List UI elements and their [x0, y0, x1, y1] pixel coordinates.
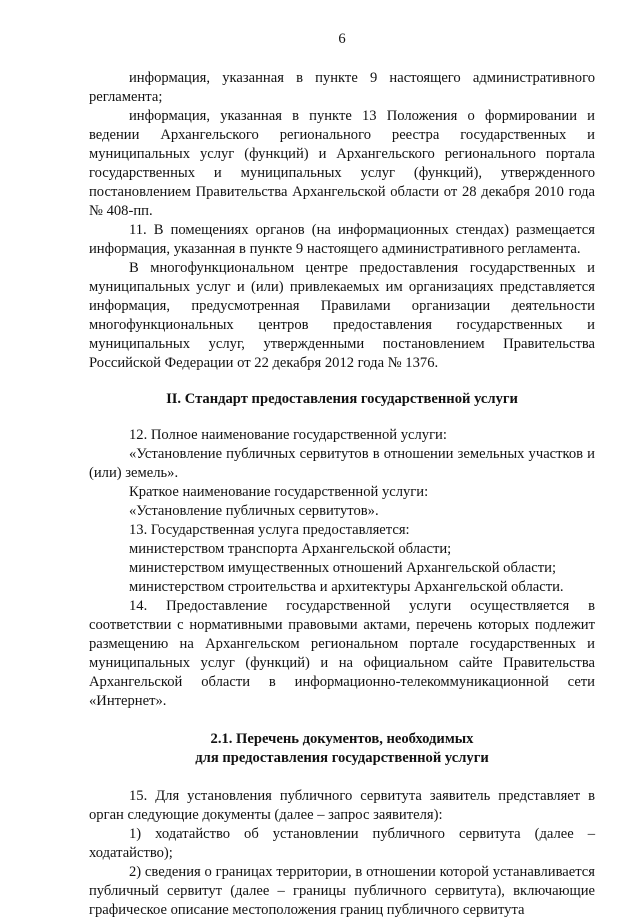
- paragraph-14: 14. Предоставление государственной услуги осуществляется в соответствии с нормативными правовыми актами, перечень которых подлежит размещению на Архангельском региональном портале государственных и муниципальных услуг (функций) и на официальном сайте Правительства Архангельской области в информационно-телекоммуникационной сети «Интернет».: [89, 598, 595, 709]
- paragraph-ministry-construction: министерством строительства и архитектуры Архангельской области.: [129, 579, 564, 595]
- paragraph-info-item-9: информация, указанная в пункте 9 настоящего административного регламента;: [89, 70, 595, 105]
- paragraph-15-item-1: 1) ходатайство об установлении публичного сервитута (далее – ходатайство);: [89, 826, 595, 861]
- spacer: [89, 768, 595, 787]
- paragraph-ministry-property: министерством имущественных отношений Архангельской области;: [129, 560, 557, 576]
- section-heading-standard: II. Стандарт предоставления государственной услуги: [166, 391, 518, 407]
- paragraph-15-item-2: 2) сведения о границах территории, в отношении которой устанавливается публичный сервитут (далее – границы публичного сервитута), включающие графическое описание местоположения границ публичного сервитута: [89, 864, 595, 918]
- spacer: [89, 409, 595, 426]
- paragraph-13: 13. Государственная услуга предоставляется:: [129, 522, 410, 538]
- section-heading-documents-line2: для предоставления государственной услуги: [195, 750, 489, 766]
- spacer: [89, 711, 595, 730]
- page-number: 6: [338, 31, 346, 47]
- paragraph-12: 12. Полное наименование государственной услуги:: [129, 427, 447, 443]
- section-heading-documents-line1: 2.1. Перечень документов, необходимых: [210, 731, 474, 747]
- paragraph-full-name: «Установление публичных сервитутов в отношении земельных участков и (или) земель».: [89, 446, 595, 481]
- paragraph-11: 11. В помещениях органов (на информационных стендах) размещается информация, указанная в пункте 9 настоящего административного регламента.: [89, 222, 595, 257]
- paragraph-15: 15. Для установления публичного сервитута заявитель представляет в орган следующие документы (далее – запрос заявителя):: [89, 788, 595, 823]
- document-page: [89, 30, 595, 920]
- paragraph-short-name-label: Краткое наименование государственной услуги:: [129, 484, 429, 500]
- paragraph-info-item-13: информация, указанная в пункте 13 Положения о формировании и ведении Архангельского регионального реестра государственных и муниципальных услуг (функций) и Архангельского регионального портала государственных и муниципальных услуг (функций), утвержденного постановлением Правительства Архангельской области от 28 декабря 2010 года № 408-пп.: [89, 108, 595, 219]
- paragraph-mfc: В многофункциональном центре предоставления государственных и муниципальных услуг и (или) привлекаемых им организациях представляется информация, предусмотренная Правилами организации деятельности многофункциональных центров предоставления государственных и муниципальных услуг, утвержденными постановлением Правительства Российской Федерации от 22 декабря 2012 года № 1376.: [89, 260, 595, 371]
- paragraph-short-name: «Установление публичных сервитутов».: [129, 503, 379, 519]
- paragraph-ministry-transport: министерством транспорта Архангельской области;: [129, 541, 452, 557]
- spacer: [89, 373, 595, 390]
